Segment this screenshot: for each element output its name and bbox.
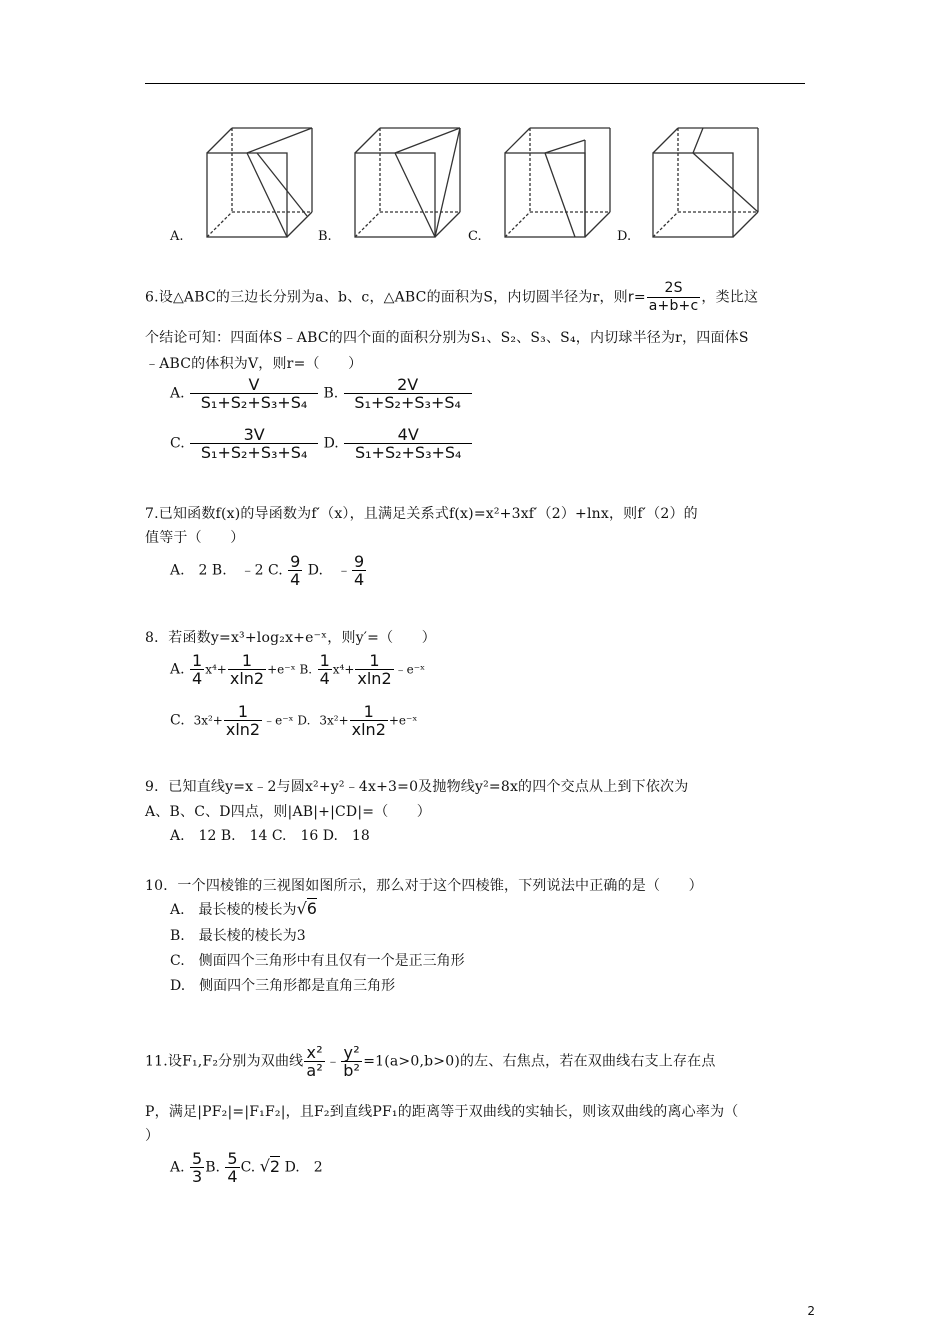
q9-options: A. 12 B. 14 C. 16 D. 18 [170, 828, 370, 844]
q10-stem: 10．一个四棱锥的三视图如图所示，那么对于这个四棱锥，下列说法中正确的是（ ） [145, 878, 703, 894]
q6-line1: 6.设△ABC的三边长分别为a、b、c，△ABC的面积为S，内切圆半径为r，则r= $\frac{2S}{a+b+c}$ ，类比这 [145, 280, 759, 314]
q10-option-a: A. 最长棱的棱长为√6 [170, 899, 317, 918]
q6-options-ab: A. $\frac{V}{\text{S₁+S₂+S₃+S₄}}$ B. $\frac{2V}{\text{S₁+S₂+S₃+S₄}}$ [170, 376, 473, 411]
q7-options: A. 2 B. ﹣2 C. $\frac{9}{4}$ D. ﹣ $\frac{9}{4}$ [170, 552, 365, 589]
cube-figure-c [505, 128, 610, 237]
figure-label-c: C. [468, 229, 482, 244]
q8-stem: 8．若函数y=x³+log₂x+e⁻ˣ，则y′=（ ） [145, 630, 436, 646]
q6-options-cd: C. $\frac{3V}{\text{S₁+S₂+S₃+S₄}}$ D. $\frac{4V}{\text{S₁+S₂+S₃+S₄}}$ [170, 426, 473, 461]
q9-line1: 9．已知直线y=x﹣2与圆x²+y²﹣4x+3=0及抛物线y²=8x的四个交点从上到下依次为 [145, 779, 689, 795]
figure-label-a: A. [170, 229, 184, 244]
figure-label-d: D. [617, 229, 632, 244]
cube-figure-a [207, 128, 312, 237]
q11-line1: 11.设F₁,F₂分别为双曲线 $\frac{\text{x²}}{\text{a²}}$ ﹣ $\frac{\text{y²}}{\text{b²}}$ =1(a>0,b>0)的左、右焦点，若在双曲线右支上存在点 [145, 1043, 716, 1080]
q6-line3: ﹣ABC的体积为V，则r=（ ） [145, 356, 363, 372]
q8-options-ab: A. $\frac{1}{4}$ x⁴+ $\frac{1}{xln2}$ +e⁻ˣ B. $\frac{1}{4}$ x⁴+ $\frac{1}{xln2}$ ﹣e⁻ˣ [170, 651, 426, 688]
cube-figure-d [653, 128, 758, 237]
cube-figure-b [355, 128, 460, 237]
q10-option-b: B. 最长棱的棱长为3 [170, 928, 306, 944]
q7-line1: 7.已知函数f(x)的导函数为f′（x），且满足关系式f(x)=x²+3xf′（2）+lnx，则f′（2）的 [145, 506, 698, 522]
q6-formula: $\frac{2S}{a+b+c}$ [648, 280, 699, 314]
q9-line2: A、B、C、D四点，则|AB|+|CD|=（ ） [145, 804, 431, 820]
header-rule [145, 83, 805, 84]
q10-option-c: C. 侧面四个三角形中有且仅有一个是正三角形 [170, 953, 465, 969]
q7-line2: 值等于（ ） [145, 530, 245, 546]
page-number: 2 [807, 1304, 815, 1318]
figure-label-b: B. [318, 229, 332, 244]
q10-option-d: D. 侧面四个三角形都是直角三角形 [170, 978, 396, 994]
q11-line2: P，满足|PF₂|=|F₁F₂|，且F₂到直线PF₁的距离等于双曲线的实轴长，则该双曲线的离心率为（ [145, 1104, 739, 1120]
q8-options-cd: C. 3x²+ $\frac{1}{xln2}$ ﹣e⁻ˣ D. 3x²+ $\frac{1}{xln2}$ +e⁻ˣ [170, 702, 418, 739]
q11-options: A. $\frac{5}{3}$ B. $\frac{5}{4}$ C. √2 D. 2 [170, 1149, 323, 1186]
q6-line2: 个结论可知：四面体S﹣ABC的四个面的面积分别为S₁、S₂、S₃、S₄，内切球半径为r，四面体S [145, 330, 749, 346]
q11-line3: ） [145, 1128, 160, 1144]
